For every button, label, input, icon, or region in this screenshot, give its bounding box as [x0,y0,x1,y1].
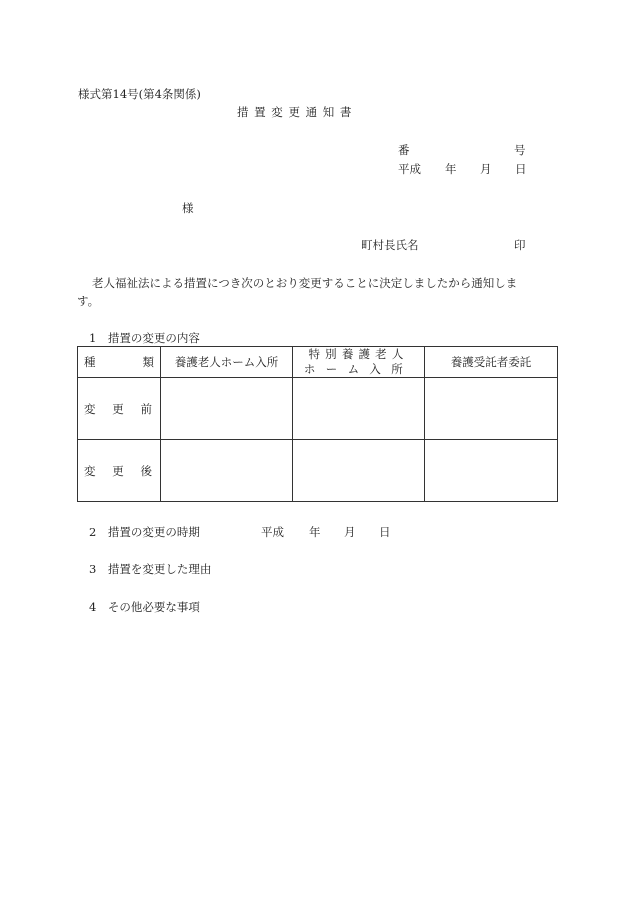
header-kind [78,347,161,378]
date-year: 年 [445,162,457,176]
header-kind-char-1: 種 [84,355,96,369]
table-cell [425,440,558,502]
change-date-era: 平成 [261,525,284,539]
table-cell [161,378,293,440]
section-2-heading: 2 措置の変更の時期 [89,525,200,539]
date-month: 月 [480,162,492,176]
section-4-heading: 4 その他必要な事項 [89,600,200,614]
body-text-line-1: 老人福祉法による措置につき次のとおり変更することに決定しましたから通知しま [92,276,518,290]
table-cell [425,378,558,440]
row-label-before [78,378,161,440]
section-3-heading: 3 措置を変更した理由 [89,562,212,576]
header-special-nursing-home [293,347,425,378]
header-kind-char-2: 類 [142,355,154,369]
section-1-heading: 1 措置の変更の内容 [89,331,200,345]
table-cell [293,378,425,440]
form-label: 様式第14号(第4条関係) [78,87,201,101]
number-suffix: 号 [514,143,526,157]
table-cell [161,440,293,502]
change-date-month: 月 [344,525,356,539]
seal-mark: 印 [514,238,526,252]
date-day: 日 [515,162,527,176]
row-label-char: 更 [112,463,124,478]
header-special-line-2: ホーム入所 [303,362,414,376]
table-row [78,440,558,502]
row-label-after [78,440,161,502]
table-header-row [78,347,558,378]
row-label-char: 変 [84,463,96,478]
number-label: 番 [398,143,410,157]
header-foster-consignment: 養護受託者委託 [425,347,558,378]
body-text-line-2: す。 [77,294,100,308]
document-title: 措 置 変 更 通 知 書 [237,105,353,119]
addressee-suffix: 様 [182,201,194,215]
change-table [77,346,558,502]
row-label-char: 更 [112,401,124,416]
mayor-name-label: 町村長氏名 [361,238,419,252]
row-label-char: 変 [84,401,96,416]
table-cell [293,440,425,502]
row-label-char: 前 [140,401,152,416]
date-era: 平成 [398,162,421,176]
row-label-char: 後 [140,463,152,478]
header-special-line-1: 特別養護老人 [308,347,409,361]
change-date-year: 年 [309,525,321,539]
change-date-day: 日 [379,525,391,539]
table-row [78,378,558,440]
header-nursing-home: 養護老人ホーム入所 [161,347,293,378]
